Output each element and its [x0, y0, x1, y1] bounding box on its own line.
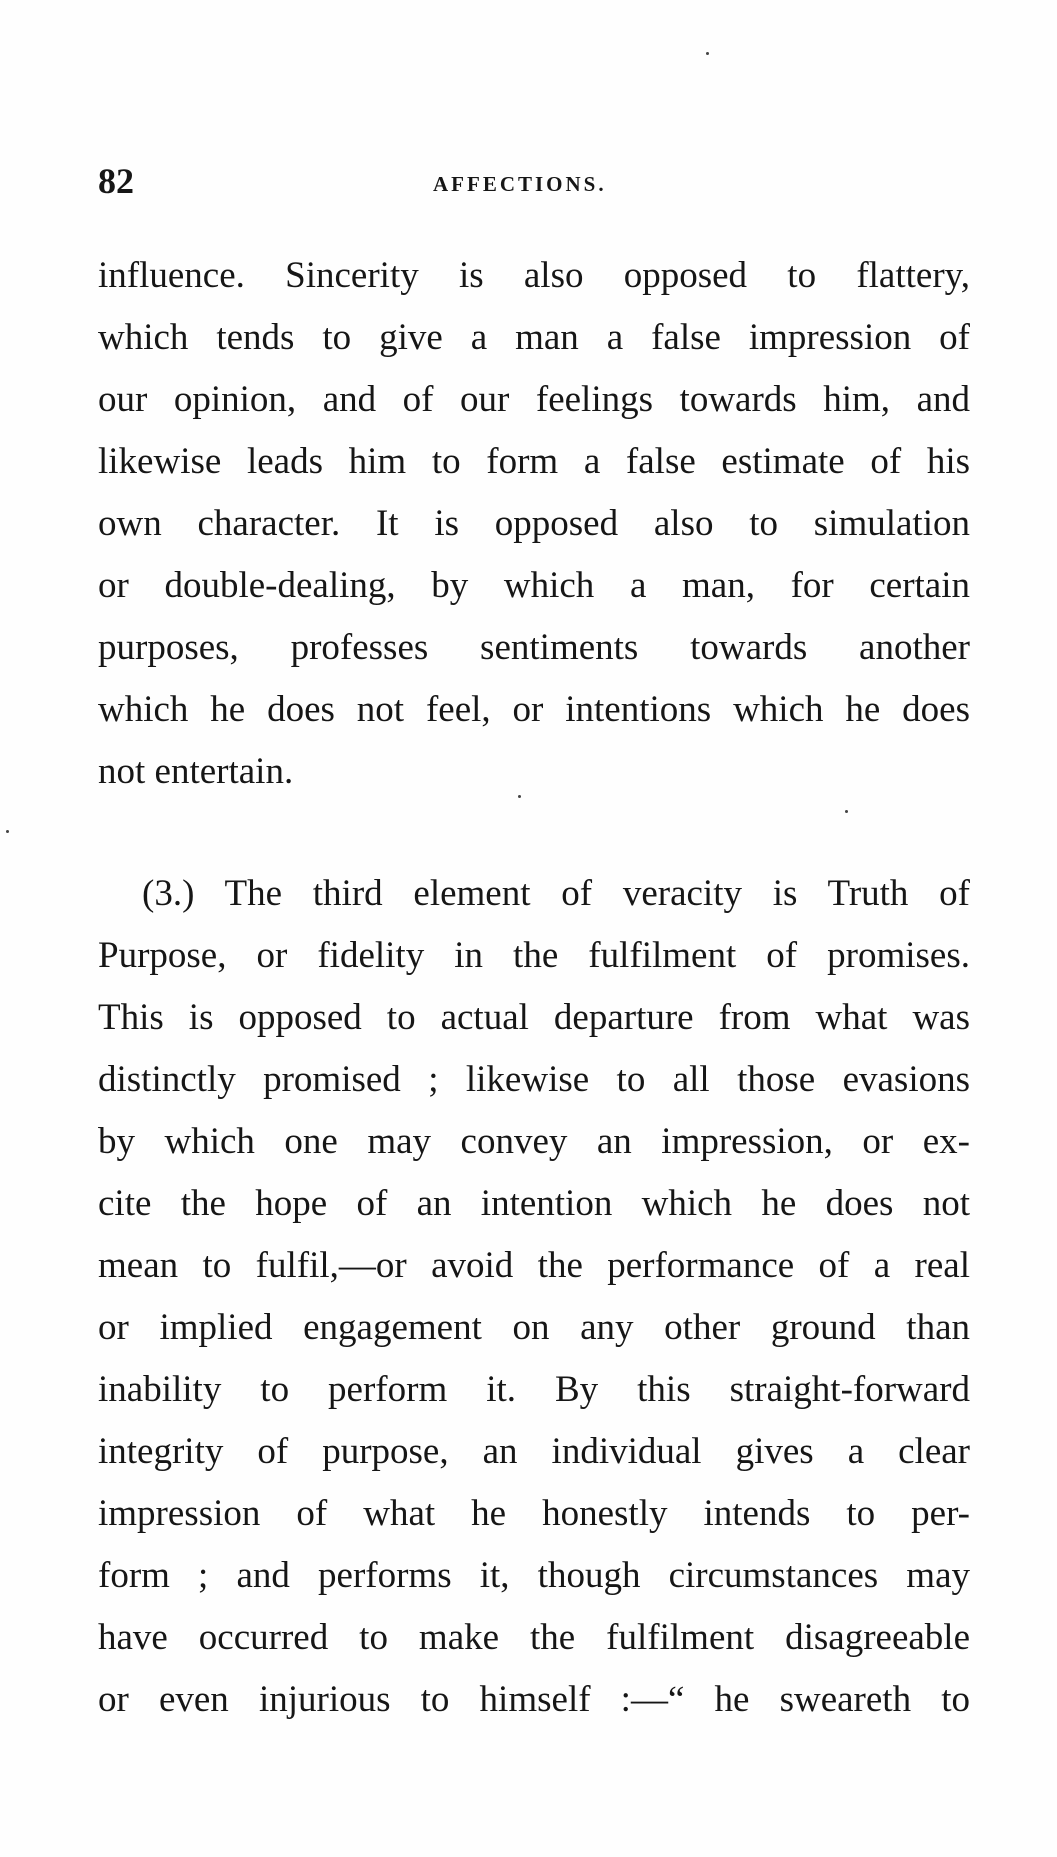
text-line: impression of what he honestly intends to per- [98, 1493, 970, 1534]
text-line: or double-dealing, by which a man, for certain [98, 565, 970, 606]
page-header [98, 160, 968, 206]
body-text [98, 245, 970, 1731]
text-line: integrity of purpose, an individual gives a clear [98, 1431, 970, 1472]
text-line: form ; and performs it, though circumstances may [98, 1555, 970, 1596]
text-line: purposes, professes sentiments towards another [98, 627, 970, 668]
paper-speck [6, 830, 9, 833]
text-line: inability to perform it. By this straight-forward [98, 1369, 970, 1410]
paper-speck [706, 52, 709, 55]
text-line: which tends to give a man a false impression of [98, 317, 970, 358]
text-line: influence. Sincerity is also opposed to flattery, [98, 255, 970, 296]
page-number: 82 [98, 161, 134, 201]
text-line: our opinion, and of our feelings towards him, and [98, 379, 970, 420]
paragraph [98, 245, 970, 803]
text-line: distinctly promised ; likewise to all those evasions [98, 1059, 970, 1100]
text-line: by which one may convey an impression, or ex- [98, 1121, 970, 1162]
text-line: likewise leads him to form a false estimate of his [98, 441, 970, 482]
text-line: not entertain. [98, 751, 294, 792]
text-line: or even injurious to himself :—“ he sweareth to [98, 1679, 970, 1720]
text-line: which he does not feel, or intentions which he does [98, 689, 970, 730]
text-line: Purpose, or fidelity in the fulfilment of promises. [98, 935, 970, 976]
text-line: own character. It is opposed also to simulation [98, 503, 970, 544]
running-head: AFFECTIONS. [433, 172, 607, 196]
paragraph [98, 863, 970, 1731]
paragraph-gap [98, 803, 970, 863]
text-line: cite the hope of an intention which he does not [98, 1183, 970, 1224]
text-line: mean to fulfil,—or avoid the performance of a real [98, 1245, 970, 1286]
text-line: or implied engagement on any other ground than [98, 1307, 970, 1348]
text-line: This is opposed to actual departure from what was [98, 997, 970, 1038]
text-line: (3.) The third element of veracity is Truth of [142, 873, 970, 914]
text-line: have occurred to make the fulfilment disagreeable [98, 1617, 970, 1658]
